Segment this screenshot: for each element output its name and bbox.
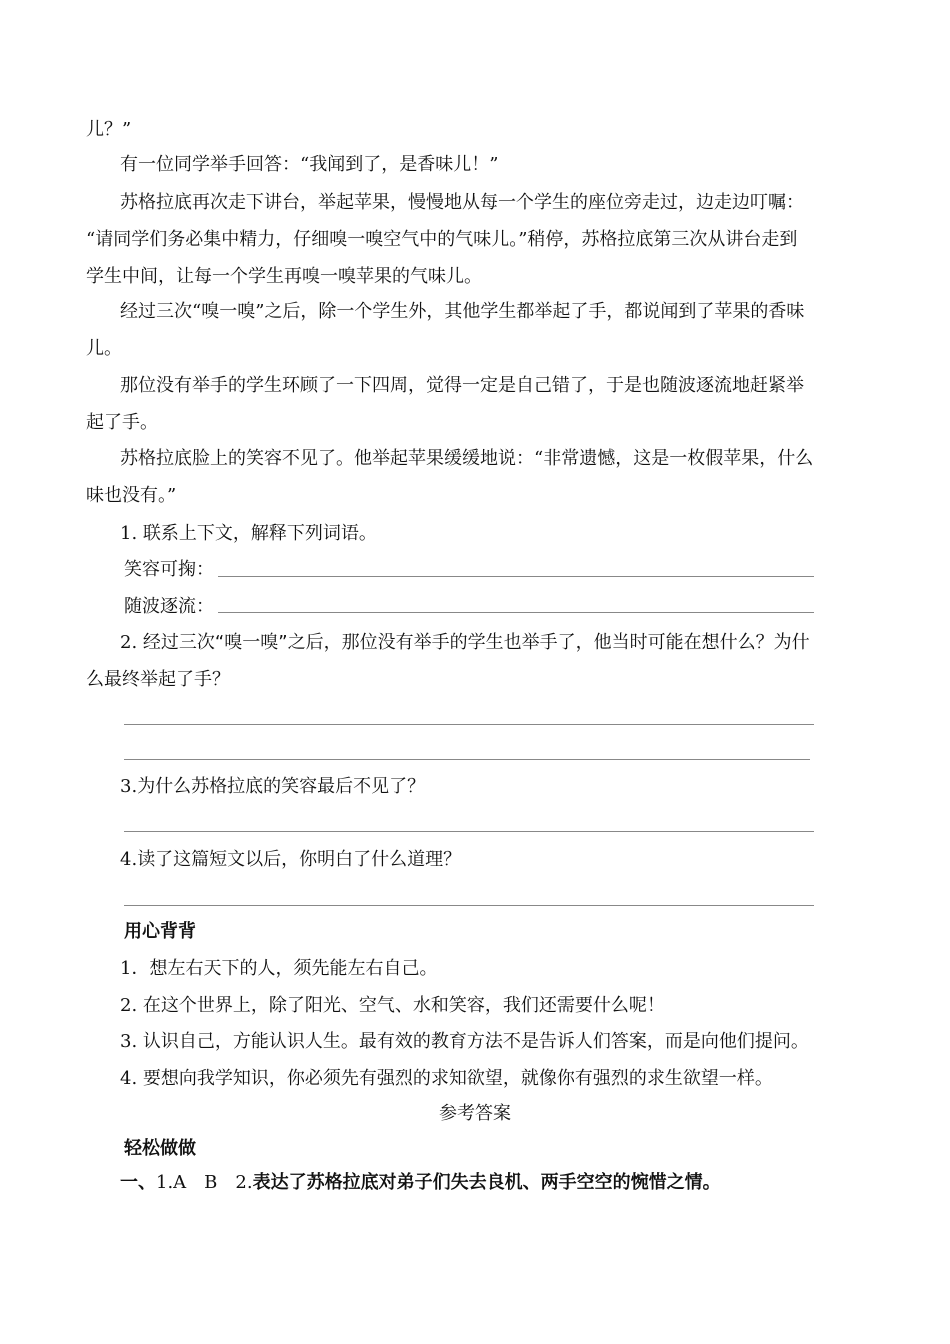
passage-paragraph: 苏格拉底再次走下讲台，举起苹果，慢慢地从每一个学生的座位旁走过，边走边叮嘱： [120,192,804,213]
answer-line[interactable] [124,831,814,832]
passage-paragraph: 那位没有举手的学生环顾了一下四周，觉得一定是自己错了，于是也随波逐流地赶紧举 [120,375,804,396]
answer-line[interactable] [218,576,814,577]
passage-line: “请同学们务必集中精力，仔细嗅一嗅空气中的气味儿。”稍停，苏格拉底第三次从讲台走到 [86,229,798,250]
question-3 [120,775,425,799]
recite-item: 3. 认识自己，方能认识人生。最有效的教育方法不是告诉人们答案，而是向他们提问。 [120,1031,809,1052]
passage-paragraph: 有一位同学举手回答：“我闻到了，是香味儿！” [120,154,499,175]
answer-line[interactable] [218,612,814,613]
answer-prefix: 一、 [120,1172,156,1193]
question-text: 经过三次“嗅一嗅”之后，那位没有举手的学生也举手了，他当时可能在想什么？为什 [142,632,810,653]
question-1 [120,522,377,546]
question-text: 读了这篇短文以后，你明白了什么道理？ [137,849,462,870]
answer-line[interactable] [124,759,810,760]
question-text-cont: 么最终举起了手？ [86,669,230,690]
section-heading: 用心背背 [124,921,196,942]
passage-line: 学生中间，让每一个学生再嗅一嗅苹果的气味儿。 [86,266,482,287]
recite-item: 1．想左右天下的人，须先能左右自己。 [120,958,438,979]
question-number: 4. [120,849,138,870]
answers-title: 参考答案 [439,1103,511,1124]
passage-line: 儿。 [86,338,122,359]
question-4 [120,848,461,872]
answer-numbers: 1.A B 2. [156,1172,253,1193]
passage-paragraph: 苏格拉底脸上的笑容不见了。他举起苹果缓缓地说：“非常遗憾，这是一枚假苹果，什么 [120,448,814,469]
term-label: 笑容可掬： [124,559,214,580]
question-2 [120,631,810,655]
question-text: 为什么苏格拉底的笑容最后不见了？ [137,776,426,797]
recite-item: 2. 在这个世界上，除了阳光、空气、水和笑容，我们还需要什么呢！ [120,995,665,1016]
passage-line: 起了手。 [86,412,158,433]
question-number: 3. [120,776,138,797]
answer-line[interactable] [124,905,814,906]
term-label: 随波逐流： [124,596,214,617]
passage-line: 味也没有。” [86,485,177,506]
answer-text: 表达了苏格拉底对弟子们失去良机、两手空空的惋惜之情。 [252,1172,721,1193]
question-number: 1. [120,523,138,544]
question-number: 2. [120,632,138,653]
answer-line-1 [120,1171,721,1195]
recite-item: 4. 要想向我学知识，你必须先有强烈的求知欲望，就像你有强烈的求生欲望一样。 [120,1068,773,1089]
passage-paragraph: 经过三次“嗅一嗅”之后，除一个学生外，其他学生都举起了手，都说闻到了苹果的香味 [120,301,805,322]
answer-line[interactable] [124,724,814,725]
question-text: 联系上下文，解释下列词语。 [142,523,377,544]
passage-continuation: 儿？” [86,119,132,140]
answers-section-heading: 轻松做做 [124,1138,196,1159]
